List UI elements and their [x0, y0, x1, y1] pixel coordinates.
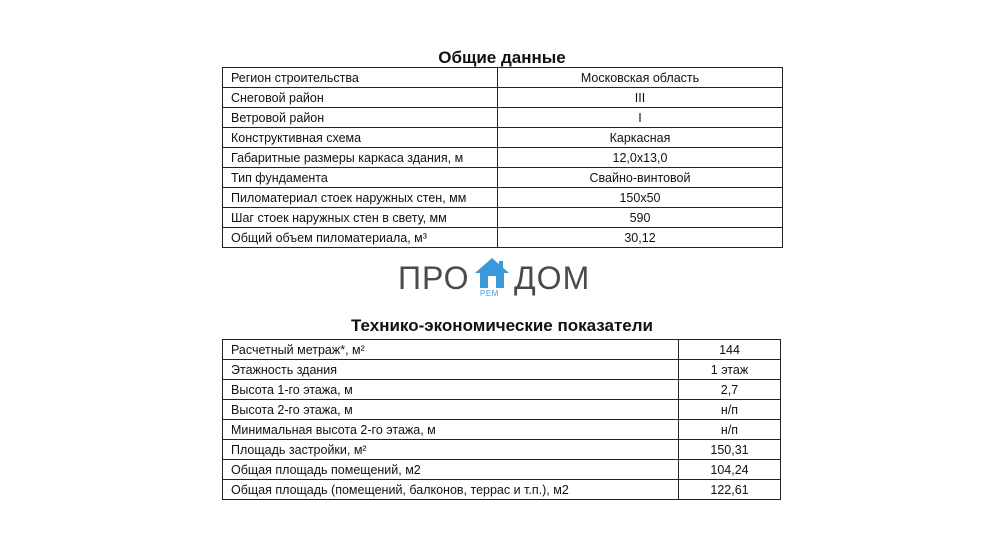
row-value: 590 — [498, 208, 783, 228]
table-row — [223, 400, 781, 420]
row-value: 12,0х13,0 — [498, 148, 783, 168]
table-row — [223, 340, 781, 360]
table-row — [223, 228, 783, 248]
table-row — [223, 148, 783, 168]
row-value: 150,31 — [679, 440, 781, 460]
row-value: I — [498, 108, 783, 128]
row-label: Регион строительства — [223, 68, 498, 88]
row-value: н/п — [679, 420, 781, 440]
tech-indicators-table — [222, 339, 781, 500]
general-data-table — [222, 67, 783, 248]
row-label: Расчетный метраж*, м² — [223, 340, 679, 360]
table-row — [223, 360, 781, 380]
general-data-title: Общие данные — [438, 48, 566, 67]
table-row — [223, 108, 783, 128]
row-label: Габаритные размеры каркаса здания, м — [223, 148, 498, 168]
row-value: Свайно-винтовой — [498, 168, 783, 188]
row-label: Площадь застройки, м² — [223, 440, 679, 460]
row-label: Общая площадь помещений, м2 — [223, 460, 679, 480]
table-row — [223, 88, 783, 108]
row-value: н/п — [679, 400, 781, 420]
row-value: 30,12 — [498, 228, 783, 248]
row-value: 2,7 — [679, 380, 781, 400]
prodom-logo — [398, 256, 603, 302]
row-value: 144 — [679, 340, 781, 360]
row-label: Шаг стоек наружных стен в свету, мм — [223, 208, 498, 228]
logo-word-left: ПРО — [398, 260, 470, 296]
table-row — [223, 440, 781, 460]
row-value: Московская область — [498, 68, 783, 88]
table-row — [223, 168, 783, 188]
row-label: Высота 1-го этажа, м — [223, 380, 679, 400]
row-value: 1 этаж — [679, 360, 781, 380]
table-row — [223, 480, 781, 500]
row-label: Ветровой район — [223, 108, 498, 128]
row-value: III — [498, 88, 783, 108]
logo-word-right: ДОМ — [514, 260, 591, 296]
row-label: Общая площадь (помещений, балконов, террас и т.п.), м2 — [223, 480, 679, 500]
table-row — [223, 208, 783, 228]
row-value: 104,24 — [679, 460, 781, 480]
tech-indicators-title: Технико-экономические показатели — [350, 316, 653, 335]
row-label: Этажность здания — [223, 360, 679, 380]
row-value: 150х50 — [498, 188, 783, 208]
table-row — [223, 68, 783, 88]
row-label: Минимальная высота 2-го этажа, м — [223, 420, 679, 440]
table-row — [223, 460, 781, 480]
row-label: Общий объем пиломатериала, м³ — [223, 228, 498, 248]
row-value: 122,61 — [679, 480, 781, 500]
row-label: Тип фундамента — [223, 168, 498, 188]
logo-sub: РЕМ — [480, 289, 499, 298]
table-row — [223, 188, 783, 208]
row-label: Пиломатериал стоек наружных стен, мм — [223, 188, 498, 208]
row-label: Высота 2-го этажа, м — [223, 400, 679, 420]
table-row — [223, 420, 781, 440]
row-label: Снеговой район — [223, 88, 498, 108]
table-row — [223, 380, 781, 400]
table-row — [223, 128, 783, 148]
row-label: Конструктивная схема — [223, 128, 498, 148]
row-value: Каркасная — [498, 128, 783, 148]
